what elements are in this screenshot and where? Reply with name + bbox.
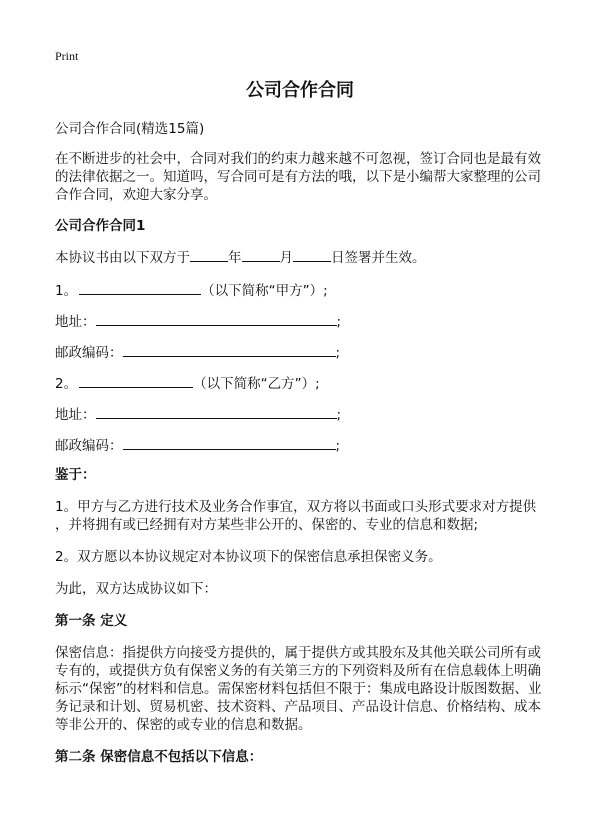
text: ; (335, 345, 341, 361)
text: 本协议书由以下双方于 (55, 250, 190, 266)
article1-line: 等非公开的、保密的或专业的信息和数据。 (55, 717, 312, 733)
article2-heading: 第二条 保密信息不包括以下信息： (55, 749, 263, 765)
party1-line (55, 281, 328, 300)
label: 地址： (55, 314, 96, 330)
article1-line: 标示“保密”的材料和信息。需保密材料包括但不限于：集成电路设计版图数据、业 (55, 681, 542, 697)
label: 邮政编码： (55, 438, 123, 454)
intro-line: 合作合同，欢迎大家分享。 (55, 187, 217, 203)
num: 1。 (55, 283, 78, 299)
text: ; (335, 438, 341, 454)
page-title: 公司合作合同 (246, 80, 354, 101)
blank (96, 312, 337, 326)
whereas-heading: 鉴于： (55, 467, 96, 483)
label: 地址： (55, 407, 96, 423)
party2-postcode (55, 436, 340, 455)
intro-line: 的法律依据之一。知道吗，写合同可是有方法的哦，以下是小编帮大家整理的公司 (55, 169, 541, 185)
text: ; (336, 407, 342, 423)
whereas-line: ，并将拥有或已经拥有对方某些非公开的、保密的、专业的信息和数据; (55, 517, 479, 533)
text: 年 (228, 250, 242, 266)
whereas-line: 1。甲方与乙方进行技术及业务合作事宜，双方将以书面或口头形式要求对方提供 (55, 499, 537, 515)
blank (123, 343, 336, 357)
day-blank (293, 248, 331, 262)
party1-postcode (55, 343, 340, 362)
blank (96, 405, 337, 419)
label: 邮政编码： (55, 345, 123, 361)
text: ; (336, 314, 342, 330)
party1-name-blank (79, 281, 201, 295)
party2-line (55, 374, 320, 393)
blank (123, 436, 336, 450)
intro-line: 在不断进步的社会中，合同对我们的约束力越来越不可忽视，签订合同也是最有效 (55, 151, 541, 167)
month-blank (242, 248, 280, 262)
article1-line: 保密信息：指提供方向接受方提供的，属于提供方或其股东及其他关联公司所有或 (55, 645, 541, 661)
article1-line: 务记录和计划、贸易机密、技术资料、产品项目、产品设计信息、价格结构、成本 (55, 699, 541, 715)
text: 月 (279, 250, 293, 266)
print-link[interactable]: Print (55, 49, 79, 63)
party2-name-blank (79, 374, 193, 388)
party2-address (55, 405, 341, 424)
year-blank (190, 248, 228, 262)
section-heading: 公司合作合同1 (55, 218, 146, 234)
party1-address (55, 312, 341, 331)
article1-line: 专有的，或提供方负有保密义务的有关第三方的下列资料及所有在信息载体上明确 (55, 663, 541, 679)
article1-heading: 第一条 定义 (55, 613, 128, 629)
num: 2。 (55, 376, 78, 392)
sign-date-line (55, 248, 426, 267)
text: （以下简称“乙方”）; (193, 376, 320, 392)
whereas-line: 2。双方愿以本协议规定对本协议项下的保密信息承担保密义务。 (55, 549, 442, 565)
agree-text: 为此，双方达成协议如下： (55, 581, 217, 597)
text: 日签署并生效。 (331, 250, 426, 266)
subtitle: 公司合作合同(精选15篇) (55, 121, 205, 137)
text: （以下简称“甲方”）; (201, 283, 328, 299)
